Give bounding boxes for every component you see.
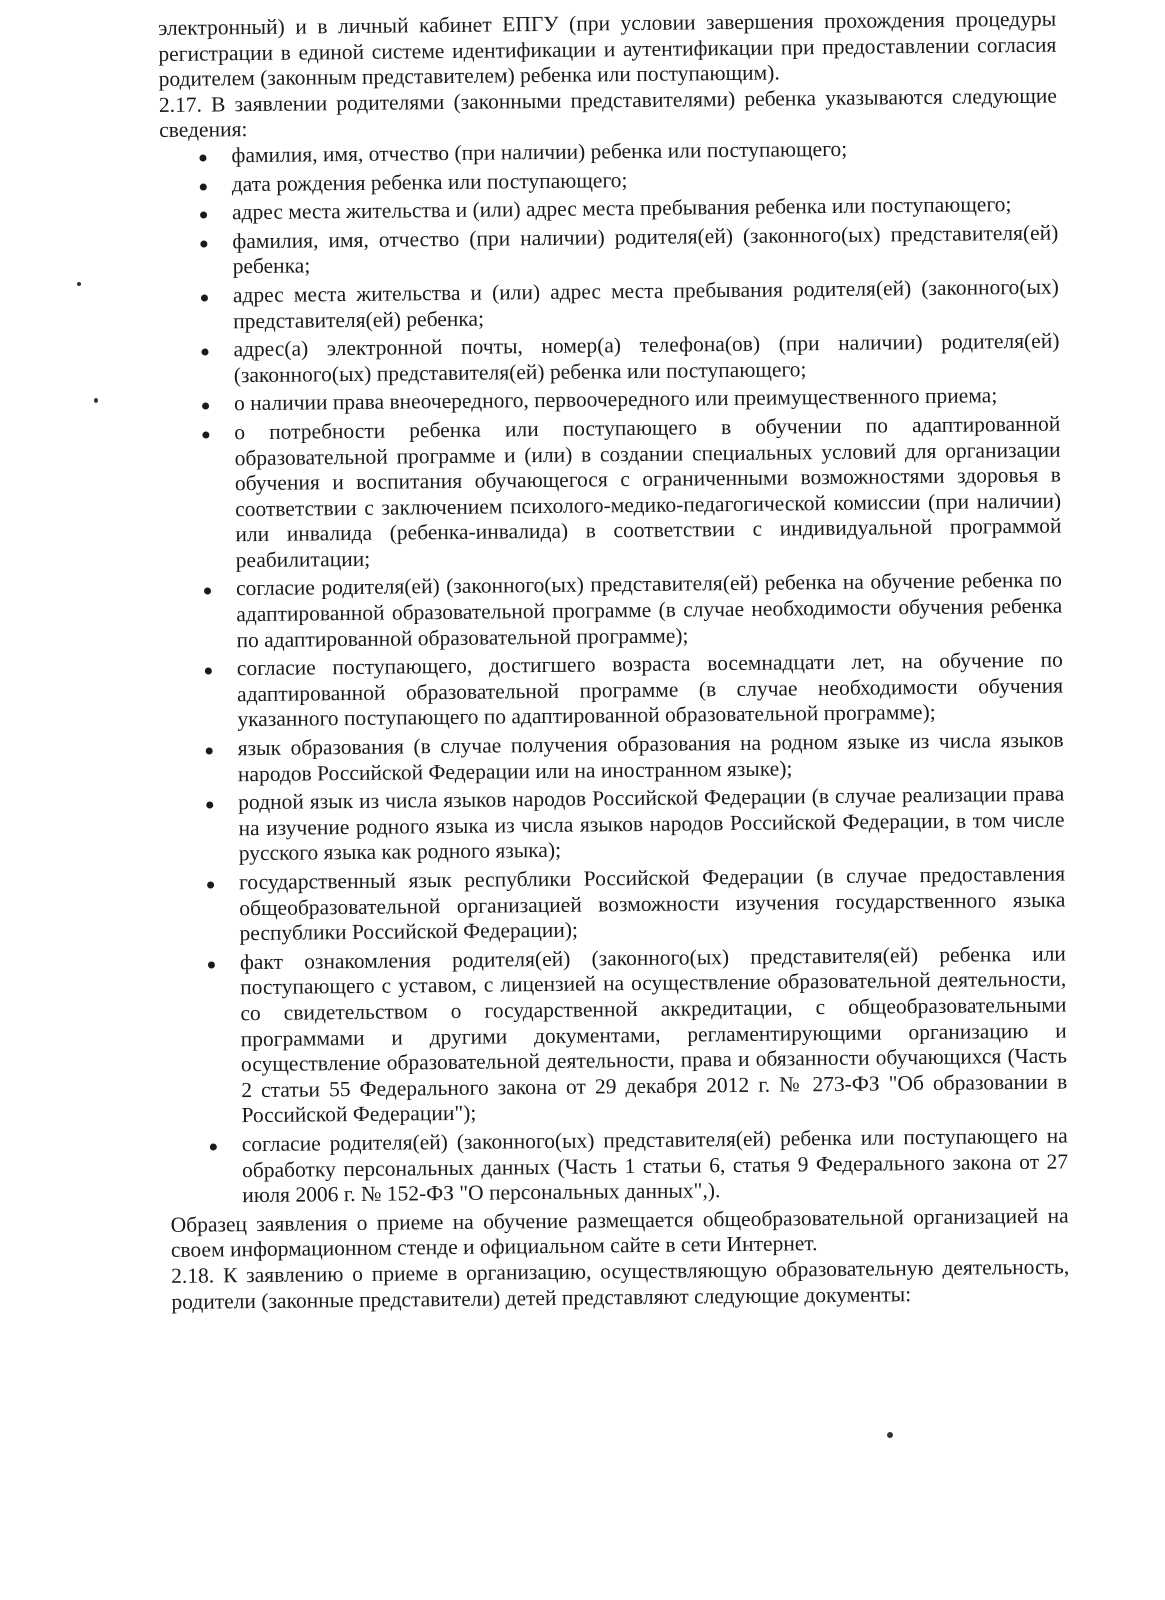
- scan-speck: [94, 398, 98, 403]
- list-item: [170, 1123, 1069, 1209]
- bullet-icon: [208, 961, 215, 968]
- bullet-icon: [210, 1143, 217, 1150]
- document-body: [158, 7, 1070, 1315]
- bullet-icon: [200, 240, 207, 247]
- bullet-icon: [201, 294, 208, 301]
- list-item: [166, 782, 1065, 868]
- bullet-icon: [205, 668, 212, 675]
- list-item-text: дата рождения ребенка или поступающего;: [231, 167, 628, 196]
- list-item-text: фамилия, имя, отчество (при наличии) родителя(ей) (законного(ых) представителя(ей) ребенка;: [232, 220, 1059, 279]
- list-item: [162, 411, 1062, 574]
- list-item: [160, 220, 1058, 281]
- required-info-list: [159, 135, 1068, 1210]
- list-item: [166, 728, 1064, 789]
- list-item: [164, 568, 1063, 654]
- list-item-text: родной язык из числа языков народов Российской Федерации (в случае реализации права на изучение родного языка из числа языков народов Российской Федерации, в том числе русского языка как родного языка);: [238, 781, 1065, 866]
- section-2-18-paragraph: 2.18. К заявлению о приеме в организацию, осуществляющую образовательную деятельность, родители (законные представители) детей представляют следующие документы:: [171, 1254, 1070, 1314]
- list-item: [167, 862, 1066, 948]
- list-item-text: о наличии права внеочередного, первоочередного или преимущественного приема;: [233, 383, 998, 416]
- list-item: [165, 648, 1064, 734]
- list-item-text: адрес места жительства и (или) адрес места пребывания родителя(ей) (законного(ых) представителя(ей) ребенка;: [232, 274, 1060, 333]
- list-item: [161, 329, 1059, 390]
- list-item-text: язык образования (в случае получения образования на родном языке из числа языков народов Российской Федерации или на иностранном языке);: [237, 727, 1064, 786]
- section-2-17-paragraph: 2.17. В заявлении родителями (законными представителями) ребенка указываются следующие сведения:: [158, 83, 1058, 143]
- list-item-text: факт ознакомления родителя(ей) (законного(ых) представителя(ей) ребенка или поступающего с уставом, с лицензией на осуществление образовательной деятельности, со свидетельством о государственной аккредитации, с общеобразовательными программами и другими документами, регламентирующими организацию и осуществление образовательной деятельности, права и обязанности обучающихся (Часть 2 статьи 55 Федерального закона от 29 декабря 2012 г. № 273-ФЗ "Об образовании в Российской Федерации");: [239, 941, 1068, 1128]
- bullet-icon: [199, 154, 206, 161]
- bullet-icon: [207, 881, 214, 888]
- bullet-icon: [202, 403, 209, 410]
- list-item-text: согласие родителя(ей) (законного(ых) представителя(ей) ребенка или поступающего на обработку персональных данных (Часть 1 статьи 6, статья 9 Федерального закона от 27 июля 2006 г. № 152-ФЗ "О персональных данных",).: [241, 1123, 1069, 1208]
- bullet-icon: [200, 212, 207, 219]
- bullet-icon: [202, 431, 209, 438]
- bullet-icon: [204, 588, 211, 595]
- list-item-text: о потребности ребенка или поступающего в обучении по адаптированной образовательной программе и (или) в создании специальных условий для организации обучения и воспитания обучающегося с ограниченными возможностями здоровья в соответствии с заключением психолого-медико-педагогической комиссии (при наличии) или инвалида (ребенка-инвалида) в соответствии с индивидуальной программой реабилитации;: [234, 411, 1062, 573]
- list-item-text: согласие родителя(ей) (законного(ых) представителя(ей) ребенка на обучение ребенка по адаптированной образовательной программе (в случае необходимости обучения ребенка по адаптированной образовательной программе);: [235, 568, 1063, 652]
- list-item-text: фамилия, имя, отчество (при наличии) ребенка или поступающего;: [231, 136, 848, 168]
- list-item-text: государственный язык республики Российской Федерации (в случае предоставления общеобразовательной организацией возможности изучения государственного языка республики Российской Федерации);: [238, 861, 1066, 946]
- intro-continuation-paragraph: электронный) и в личный кабинет ЕПГУ (при условии завершения прохождения процедуры регистрации в единой системе идентификации и аутентификации при предоставлении согласия родителем (законным представителем) ребенка или поступающим).: [158, 6, 1057, 92]
- scan-speck: [77, 282, 81, 286]
- bullet-icon: [200, 183, 207, 190]
- list-item-text: согласие поступающего, достигшего возраста восемнадцати лет, на обучение по адаптированной образовательной программе (в случае необходимости обучения указанного поступающего по адаптированной образовательной программе);: [236, 647, 1064, 732]
- bullet-icon: [206, 802, 213, 809]
- bullet-icon: [206, 747, 213, 754]
- scan-speck: [887, 1432, 893, 1438]
- list-item: [161, 275, 1059, 336]
- bullet-icon: [201, 349, 208, 356]
- list-item: [168, 941, 1068, 1130]
- list-item-text: адрес места жительства и (или) адрес места пребывания ребенка или поступающего;: [231, 192, 1012, 225]
- list-item-text: адрес(а) электронной почты, номер(а) телефона(ов) (при наличии) родителя(ей) (законного(ых) представителя(ей) ребенка или поступающего;: [233, 328, 1060, 387]
- sample-note-paragraph: Образец заявления о приеме на обучение размещается общеобразовательной организацией на своем информационном стенде и официальном сайте в сети Интернет.: [170, 1203, 1069, 1263]
